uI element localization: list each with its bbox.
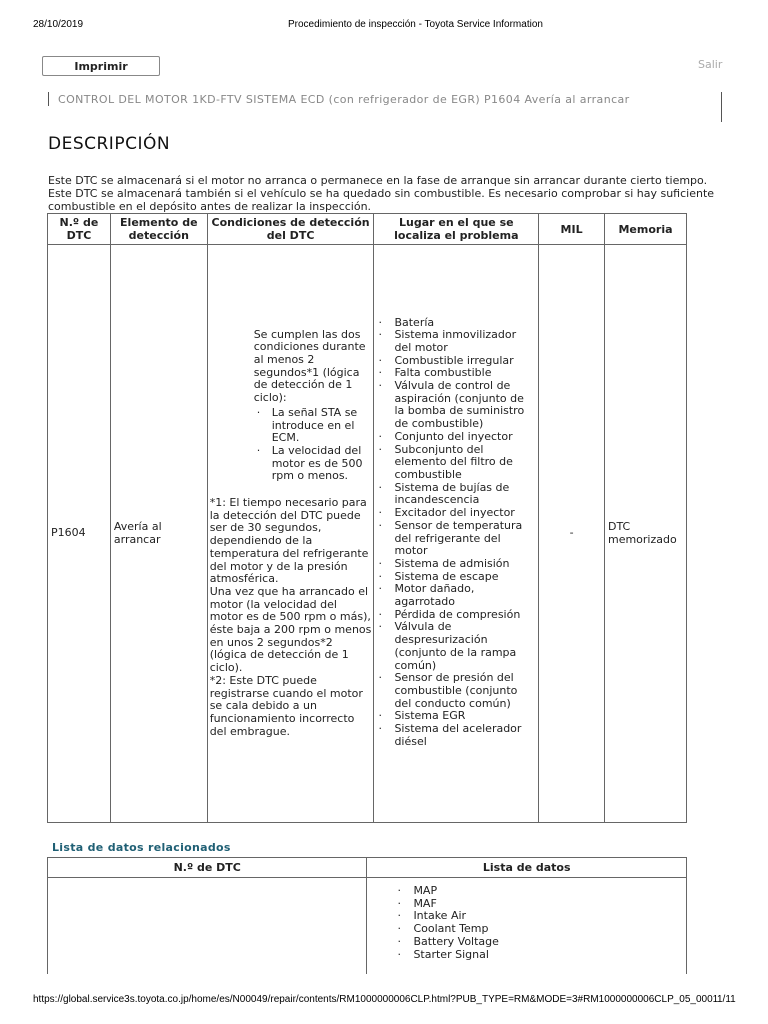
related-header-row bbox=[48, 858, 687, 878]
list-item: · Sistema de bujías de incandescencia bbox=[374, 482, 536, 507]
col-header-dtc-number: N.º de DTC bbox=[48, 214, 111, 245]
list-item: · Válvula de control de aspiración (conjunto de la bomba de suministro de combustible) bbox=[374, 380, 536, 431]
intro-paragraph: Este DTC se almacenará si el motor no arranca o permanece en la fase de arranque sin arrancar durante cierto tiempo. Este DTC se almacenará también si el vehículo se ha quedado sin combustible. Es necesario comprobar si hay suficiente combustible en el depósito antes de realizar la inspección. bbox=[48, 174, 715, 213]
related-dtc-cell bbox=[48, 878, 367, 974]
related-data-title: Lista de datos relacionados bbox=[52, 841, 231, 854]
footnote-1: *1: El tiempo necesario para la detección del DTC puede ser de 30 segundos, dependiendo de la temperatura del refrigerante del motor y de la presión atmosférica. bbox=[209, 496, 369, 586]
detection-item-cell: Avería al arrancar bbox=[110, 245, 207, 823]
list-item: · Batería bbox=[374, 317, 536, 330]
col-header-detection-item: Elemento de detección bbox=[110, 214, 207, 245]
condition-intro: Se cumplen las dos condiciones durante al menos 2 segundos*1 (lógica de detección de 1 ciclo): bbox=[253, 327, 366, 405]
col-header-trouble-area: Lugar en el que se localiza el problema bbox=[374, 214, 539, 245]
list-item: · Sensor de presión del combustible (conjunto del conducto común) bbox=[374, 672, 536, 710]
print-button[interactable]: Imprimir bbox=[42, 56, 160, 76]
mil-cell: - bbox=[539, 245, 605, 823]
footnote-2: *2: Este DTC puede registrarse cuando el motor se cala debido a un funcionamiento incorrecto del embrague. bbox=[209, 673, 363, 738]
conditions-block bbox=[210, 329, 372, 483]
list-item: · Sistema EGR bbox=[374, 710, 536, 723]
list-item: · MAF bbox=[393, 898, 686, 911]
data-list bbox=[393, 885, 686, 961]
list-item: · MAP bbox=[393, 885, 686, 898]
list-item: · Sistema de escape bbox=[374, 571, 536, 584]
col-header-memory: Memoria bbox=[604, 214, 686, 245]
footnote-continuation: Una vez que ha arrancado el motor (la velocidad del motor es de 500 rpm o más), éste baja a 200 rpm o menos en unos 2 segundos*2 (lógica de detección de 1 ciclo). bbox=[209, 584, 372, 675]
exit-link[interactable]: Salir bbox=[698, 58, 723, 71]
list-item: · Excitador del inyector bbox=[374, 507, 536, 520]
list-item: · La velocidad del motor es de 500 rpm o menos. bbox=[254, 445, 372, 483]
list-item: · Pérdida de compresión bbox=[374, 609, 536, 622]
memory-cell: DTC memorizado bbox=[604, 245, 686, 823]
dtc-table bbox=[47, 213, 687, 823]
trouble-area-cell bbox=[374, 245, 539, 823]
list-item: · Starter Signal bbox=[393, 949, 686, 962]
list-item: · Battery Voltage bbox=[393, 936, 686, 949]
list-item: · Coolant Temp bbox=[393, 923, 686, 936]
page-counter: 1/11 bbox=[717, 994, 736, 1005]
related-data-table bbox=[47, 857, 687, 974]
col-header-data-list: Lista de datos bbox=[367, 858, 687, 878]
list-item: · Intake Air bbox=[393, 910, 686, 923]
list-item: · Sistema de admisión bbox=[374, 558, 536, 571]
list-item: · Motor dañado, agarrotado bbox=[374, 583, 536, 608]
section-title: DESCRIPCIÓN bbox=[48, 134, 171, 154]
dtc-table-header-row bbox=[48, 214, 687, 245]
list-item: · Sensor de temperatura del refrigerante del motor bbox=[374, 520, 536, 558]
list-item: · Combustible irregular bbox=[374, 355, 536, 368]
print-url: https://global.service3s.toyota.co.jp/home/es/N00049/repair/contents/RM1000000006CLP.html?PUB_TYPE=RM&MODE=3#RM1000000006CLP_05_0001 bbox=[33, 994, 719, 1005]
dtc-code-cell: P1604 bbox=[48, 245, 111, 823]
list-item: · Válvula de despresurización (conjunto de la rampa común) bbox=[374, 621, 536, 672]
col-header-dtc-number: N.º de DTC bbox=[48, 858, 367, 878]
table-row bbox=[48, 245, 687, 823]
col-header-detection-conditions: Condiciones de detección del DTC bbox=[207, 214, 374, 245]
table-row bbox=[48, 878, 687, 974]
col-header-mil: MIL bbox=[539, 214, 605, 245]
print-page-title: Procedimiento de inspección - Toyota Service Information bbox=[288, 19, 543, 30]
list-item: · Subconjunto del elemento del filtro de combustible bbox=[374, 444, 536, 482]
trouble-area-list bbox=[374, 317, 536, 749]
breadcrumb: CONTROL DEL MOTOR 1KD-FTV SISTEMA ECD (con refrigerador de EGR) P1604 Avería al arrancar bbox=[58, 93, 630, 106]
detection-conditions-cell bbox=[207, 245, 374, 823]
list-item: · La señal STA se introduce en el ECM. bbox=[254, 407, 372, 445]
list-item: · Conjunto del inyector bbox=[374, 431, 536, 444]
list-item: · Sistema del acelerador diésel bbox=[374, 723, 536, 748]
print-date: 28/10/2019 bbox=[33, 19, 84, 30]
data-list-cell bbox=[367, 878, 687, 974]
condition-list bbox=[254, 407, 372, 483]
breadcrumb-right-bar bbox=[721, 92, 722, 122]
list-item: · Falta combustible bbox=[374, 367, 536, 380]
list-item: · Sistema inmovilizador del motor bbox=[374, 329, 536, 354]
